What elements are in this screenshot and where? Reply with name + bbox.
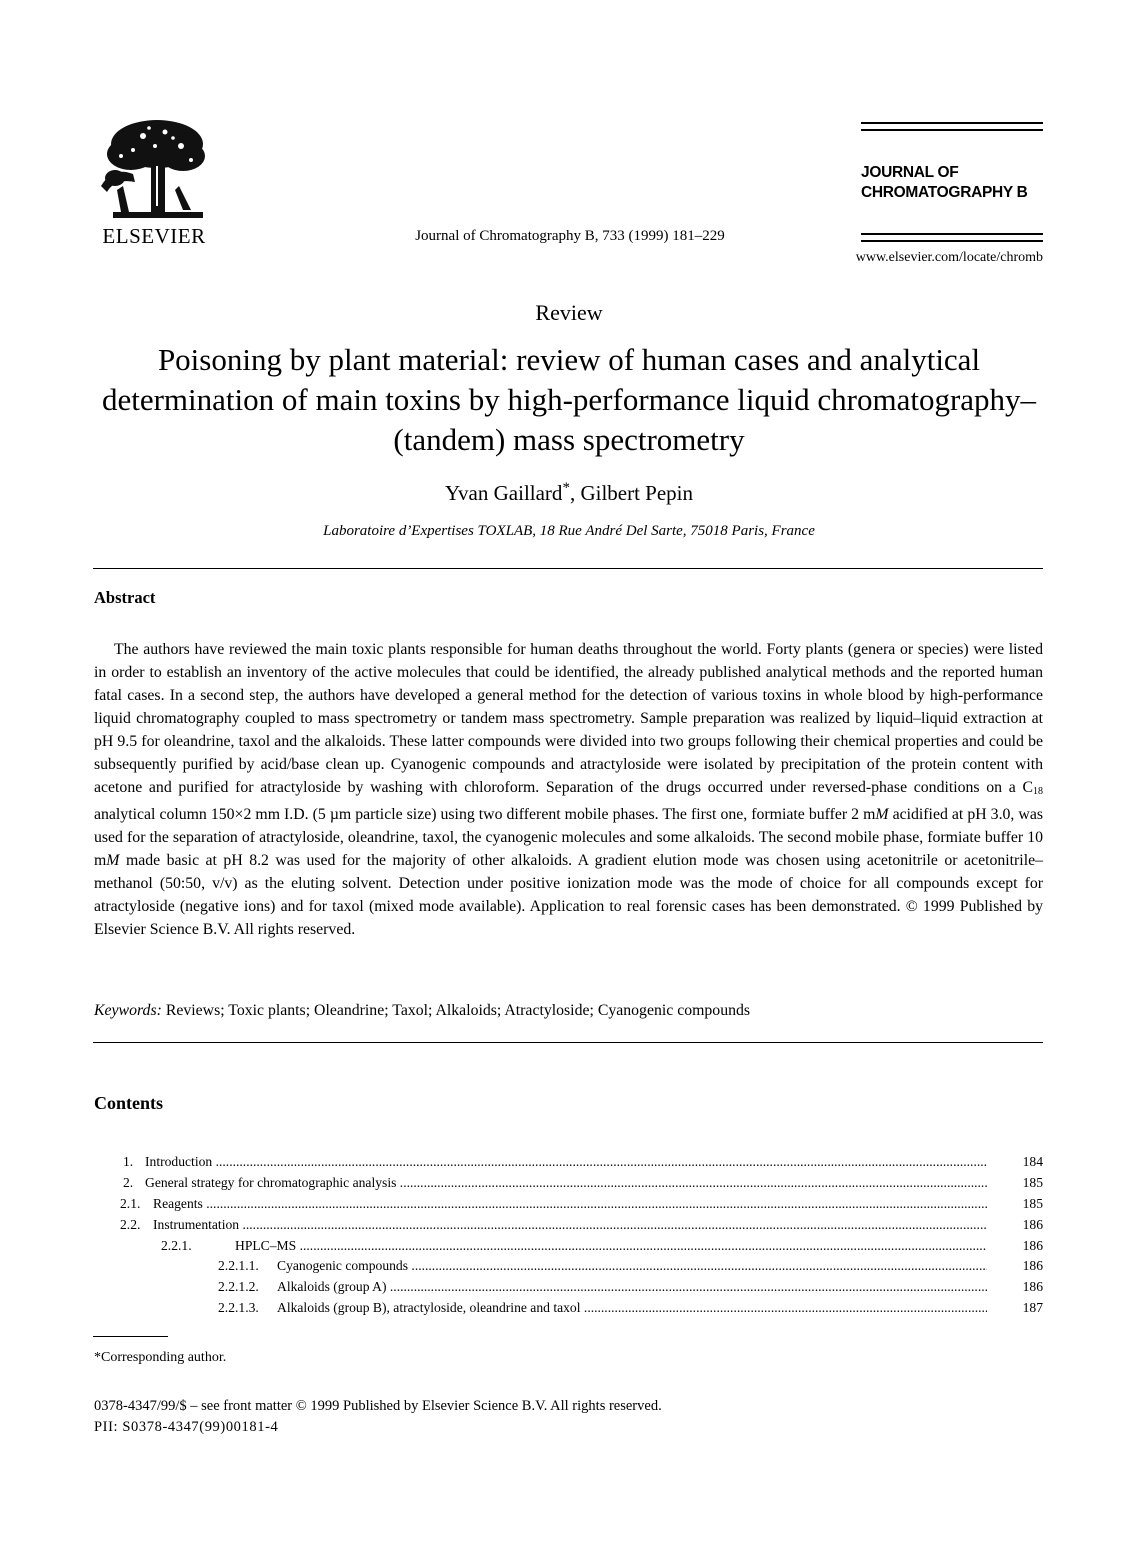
article-category: Review	[535, 300, 603, 325]
author-affiliation: Laboratoire d’Expertises TOXLAB, 18 Rue André Del Sarte, 75018 Paris, France	[323, 523, 815, 539]
toc-entry-number: 2.1.	[120, 1195, 141, 1211]
toc-entry-text	[93, 1194, 987, 1215]
abstract-unit-2: M	[106, 852, 120, 869]
toc-entry-text	[93, 1215, 987, 1236]
toc-entry-page: 187	[1022, 1300, 1043, 1316]
toc-entry[interactable]	[93, 1194, 1043, 1215]
elsevier-tree-icon	[93, 116, 215, 222]
author-rest: , Gilbert Pepin	[569, 481, 694, 505]
author-first: Yvan Gaillard	[444, 481, 563, 505]
toc-entry-page: 184	[1022, 1154, 1043, 1169]
front-matter-line: 0378-4347/99/$ – see front matter © 1999 Published by Elsevier Science B.V. All rights reserved.	[94, 1398, 662, 1414]
abstract-text	[94, 638, 1043, 941]
abstract-subscript: 18	[1033, 786, 1043, 797]
journal-url[interactable]: www.elsevier.com/locate/chromb	[855, 250, 1043, 265]
toc-entry-number: 2.2.1.	[161, 1237, 192, 1253]
toc-entry-title: Introduction	[145, 1154, 213, 1169]
journal-rule-top-1	[861, 122, 1043, 124]
toc-entry[interactable]	[93, 1298, 1043, 1319]
toc-entry-page: 186	[1022, 1237, 1043, 1253]
toc-entry[interactable]	[93, 1277, 1043, 1298]
keywords-list: Reviews; Toxic plants; Oleandrine; Taxol; Alkaloids; Atractyloside; Cyanogenic compounds	[161, 1002, 751, 1019]
journal-citation: Journal of Chromatography B, 733 (1999) 181–229	[415, 228, 725, 244]
article-title: Poisoning by plant material: review of human cases and analytical determination of main toxins by high-performance liquid chromatography–(tandem) mass spectrometry	[101, 342, 1037, 457]
abstract-heading: Abstract	[94, 588, 156, 607]
table-of-contents	[93, 1152, 1043, 1319]
elsevier-logo	[93, 116, 215, 246]
toc-entry-page: 186	[1022, 1216, 1043, 1232]
abstract-part-2: analytical column 150×2 mm I.D. (5 µm particle size) using two different mobile phases. The first one, formiate buffer 2 m	[94, 806, 876, 823]
toc-entry-text	[93, 1277, 987, 1298]
journal-name-line1: JOURNAL OF	[861, 164, 959, 181]
journal-rule-bottom-2	[861, 240, 1043, 242]
publisher-name: ELSEVIER	[102, 224, 206, 248]
toc-entry-title: General strategy for chromatographic analysis	[145, 1174, 397, 1190]
toc-entry-page: 185	[1022, 1195, 1043, 1211]
toc-entry-number: 2.	[123, 1174, 134, 1190]
toc-entry-number: 2.2.1.2.	[218, 1279, 259, 1295]
footnote-rule	[93, 1336, 168, 1337]
article-authors	[0, 480, 1138, 506]
toc-entry-number: 1.	[123, 1154, 134, 1169]
toc-entry-text	[93, 1256, 987, 1277]
keywords-label: Keywords:	[94, 1002, 162, 1019]
toc-entry-text	[93, 1236, 987, 1257]
abstract-part-3: acidified at pH 3.0, was used for the separation of atractyloside, oleandrine, taxol, the cyanogenic molecules and some alkaloids. The second mobile phase, formiate buffer 10 m	[94, 806, 1043, 869]
journal-name-line2: CHROMATOGRAPHY B	[861, 184, 1028, 201]
toc-entry-title: Instrumentation	[153, 1216, 240, 1232]
pii-line: PII: S0378-4347(99)00181-4	[94, 1419, 279, 1435]
journal-rule-top-2	[861, 129, 1043, 131]
toc-entry-title: Alkaloids (group A)	[277, 1279, 387, 1295]
toc-entry-number: 2.2.1.3.	[218, 1300, 259, 1316]
toc-entry[interactable]	[93, 1152, 1043, 1173]
toc-entry-text	[93, 1173, 987, 1194]
toc-entry-title: Alkaloids (group B), atractyloside, oleandrine and taxol	[277, 1300, 581, 1316]
abstract-part-1: The authors have reviewed the main toxic plants responsible for human deaths throughout the world. Forty plants (genera or species) were listed in order to establish an inventory of the active molecules that could be identified, the already published analytical methods and the reported human fatal cases. In a second step, the authors have developed a general method for the detection of various toxins in whole blood by high-performance liquid chromatography coupled to mass spectrometry or tandem mass spectrometry. Sample preparation was realized by liquid–liquid extraction at pH 9.5 for oleandrine, taxol and the alkaloids. These latter compounds were divided into two groups following their chemical properties and could be subsequently purified by acid/base clean up. Cyanogenic compounds and atractyloside were isolated by precipitation of the protein content with acetone and purified for atractyloside by washing with chloroform. Separation of the drugs occurred under reversed-phase conditions on a C	[94, 641, 1043, 796]
toc-entry-text	[93, 1152, 987, 1173]
rule-above-abstract	[93, 568, 1043, 569]
toc-entry-page: 186	[1022, 1279, 1043, 1295]
toc-entry-text	[93, 1298, 987, 1319]
abstract-unit-1: M	[875, 806, 889, 823]
toc-entry-page: 185	[1022, 1174, 1043, 1190]
corresponding-author-footnote: *Corresponding author.	[94, 1350, 227, 1365]
keywords	[94, 1002, 1043, 1020]
toc-entry[interactable]	[93, 1215, 1043, 1236]
toc-entry[interactable]	[93, 1173, 1043, 1194]
rule-below-abstract	[93, 1042, 1043, 1043]
toc-entry-title: HPLC–MS	[235, 1237, 297, 1253]
corresponding-author-mark[interactable]: *	[562, 480, 570, 496]
toc-entry-page: 186	[1022, 1258, 1043, 1274]
journal-rule-bottom-1	[861, 233, 1043, 235]
toc-entry-title: Reagents	[153, 1195, 203, 1211]
toc-entry-title: Cyanogenic compounds	[277, 1258, 409, 1274]
abstract-part-4: made basic at pH 8.2 was used for the majority of other alkaloids. A gradient elution mode was chosen using acetonitrile or acetonitrile–methanol (50:50, v/v) as the eluting solvent. Detection under positive ionization mode was the mode of choice for all compounds except for atractyloside (negative ions) and for taxol (mixed mode available). Application to real forensic cases has been demonstrated. © 1999 Published by Elsevier Science B.V. All rights reserved.	[94, 852, 1043, 938]
toc-entry-number: 2.2.	[120, 1216, 141, 1232]
journal-name	[861, 163, 1061, 203]
toc-entry[interactable]	[93, 1236, 1043, 1257]
toc-entry[interactable]	[93, 1256, 1043, 1277]
contents-heading: Contents	[94, 1093, 164, 1113]
toc-entry-number: 2.2.1.1.	[218, 1258, 259, 1274]
